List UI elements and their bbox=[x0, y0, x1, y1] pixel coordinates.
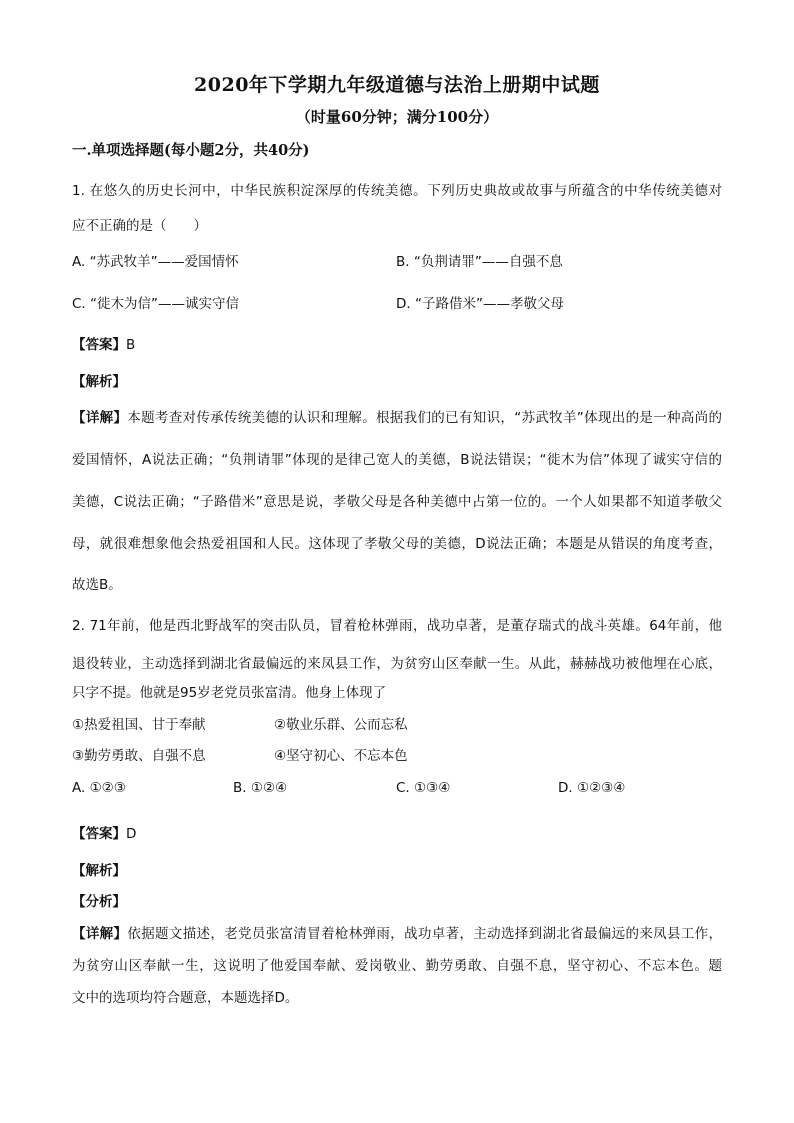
q2-stem-line1: 2. 71年前，他是西北野战军的突击队员，冒着枪林弹雨，战功卓著，是董存瑞式的战斗英雄。64年前，他 bbox=[72, 618, 722, 634]
section-heading: 一.单项选择题(每小题2分，共40分) bbox=[72, 142, 310, 159]
q2-detail-line2: 为贫穷山区奉献一生，这说明了他爱国奉献、爱岗敬业、勤劳勇敢、自强不息，坚守初心、不忘本色。题 bbox=[72, 958, 722, 974]
q1-option-b: B. “负荆请罪”——自强不息 bbox=[396, 254, 563, 270]
q2-item-3: ③勤劳勇敢、自强不息 bbox=[72, 748, 206, 764]
q2-detail-line1 bbox=[72, 922, 722, 942]
q1-answer bbox=[72, 333, 135, 353]
q2-item-4: ④坚守初心、不忘本色 bbox=[274, 748, 408, 764]
q1-detail-line3: 美德，C说法正确；“子路借米”意思是说，孝敬父母是各种美德中占第一位的。一个人如果都不知道孝敬父 bbox=[72, 494, 722, 510]
q1-detail-line1 bbox=[72, 406, 722, 426]
q1-detail-line2: 爱国情怀，A说法正确；“负荆请罪”体现的是律己宽人的美德，B说法错误；“徙木为信”体现了诚实守信的 bbox=[72, 452, 722, 468]
page-subtitle: （时量60分钟；满分100分） bbox=[295, 108, 499, 126]
q2-stem-line2: 退役转业，主动选择到湖北省最偏远的来凤县工作，为贫穷山区奉献一生。从此，赫赫战功被他埋在心底， bbox=[72, 656, 722, 672]
q1-option-d: D. “子路借米”——孝敬父母 bbox=[396, 296, 564, 312]
q2-item-2: ②敬业乐群、公而忘私 bbox=[274, 717, 408, 733]
q2-stem-line3: 只字不提。他就是95岁老党员张富清。他身上体现了 bbox=[72, 685, 387, 701]
q1-detail-text1: 本题考查对传承传统美德的认识和理解。根据我们的已有知识，“苏武牧羊”体现出的是一种高尚的 bbox=[127, 410, 722, 426]
page-title: 2020年下学期九年级道德与法治上册期中试题 bbox=[194, 74, 600, 96]
q2-option-d: D. ①②③④ bbox=[558, 780, 626, 796]
q2-option-a: A. ①②③ bbox=[72, 780, 126, 796]
q1-analysis-tag: 【解析】 bbox=[72, 374, 126, 390]
q2-option-c: C. ①③④ bbox=[396, 780, 451, 796]
q1-stem-line2: 应不正确的是（ ） bbox=[72, 218, 207, 234]
q2-detail-text1: 依据题文描述，老党员张富清冒着枪林弹雨，战功卓著，主动选择到湖北省最偏远的来凤县工作， bbox=[127, 926, 723, 942]
q1-answer-tag: 【答案】 bbox=[72, 337, 126, 353]
q2-detail-tag: 【详解】 bbox=[72, 926, 128, 942]
q2-analysis-tag: 【解析】 bbox=[72, 863, 126, 879]
q2-detail-line3: 文中的选项均符合题意，本题选择D。 bbox=[72, 990, 299, 1006]
q1-answer-value: B bbox=[126, 337, 136, 353]
q1-option-a: A. “苏武牧羊”——爱国情怀 bbox=[72, 254, 239, 270]
q2-option-b: B. ①②④ bbox=[233, 780, 288, 796]
q1-detail-tag: 【详解】 bbox=[72, 410, 128, 426]
q1-detail-line5: 故选B。 bbox=[72, 577, 122, 593]
q2-answer-tag: 【答案】 bbox=[72, 826, 126, 842]
q2-item-1: ①热爱祖国、甘于奉献 bbox=[72, 717, 206, 733]
q2-answer-value: D bbox=[126, 826, 137, 842]
q1-stem-line1: 1. 在悠久的历史长河中，中华民族积淀深厚的传统美德。下列历史典故或故事与所蕴含的中华传统美德对 bbox=[72, 183, 722, 199]
q2-answer bbox=[72, 822, 136, 842]
q2-fenxi-tag: 【分析】 bbox=[72, 894, 126, 910]
q1-detail-line4: 母，就很难想象他会热爱祖国和人民。这体现了孝敬父母的美德，D说法正确；本题是从错误的角度考查， bbox=[72, 536, 722, 552]
q1-option-c: C. “徙木为信”——诚实守信 bbox=[72, 296, 239, 312]
